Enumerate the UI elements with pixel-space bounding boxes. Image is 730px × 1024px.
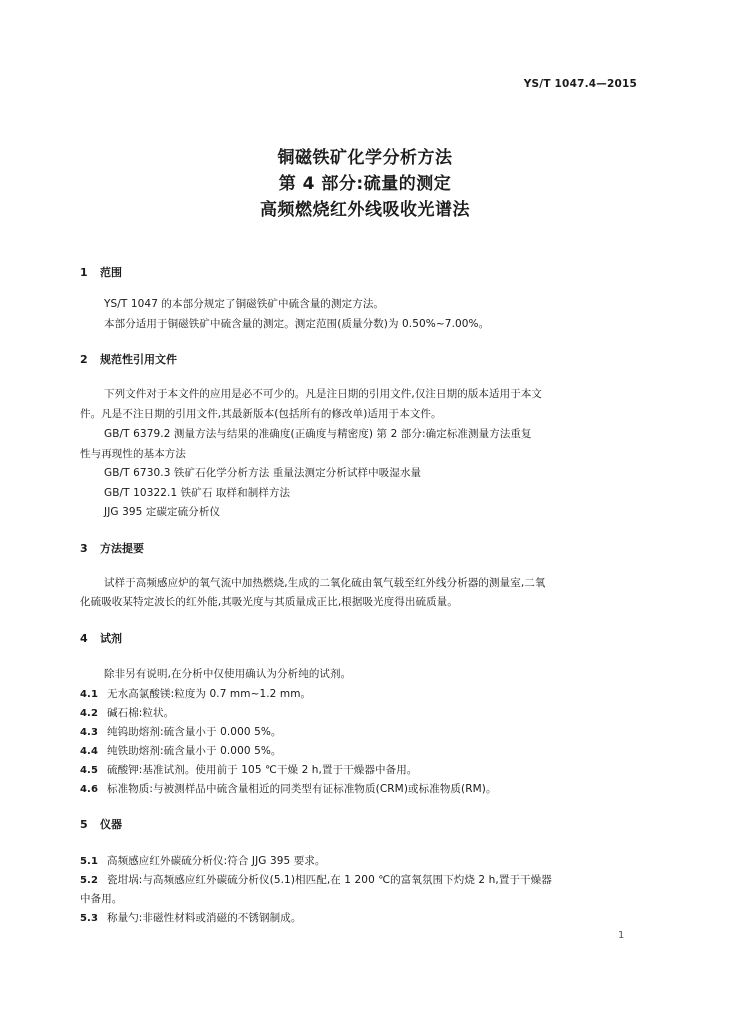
page-number: 1: [618, 930, 625, 941]
section-5-heading: [80, 816, 122, 832]
section-2-heading: [80, 351, 177, 367]
list-item: [80, 724, 282, 739]
item-number: 4.3: [80, 727, 99, 738]
section-2-para-line-2: 件。凡是不注日期的引用文件,其最新版本(包括所有的修改单)适用于本文件。: [80, 408, 442, 420]
section-4-intro: 除非另有说明,在分析中仅使用确认为分析纯的试剂。: [104, 668, 352, 680]
title-line-2: 第 4 部分:硫量的测定: [278, 174, 452, 194]
item-number: 4.2: [80, 708, 99, 719]
section-3-heading: [80, 540, 144, 556]
section-4-number: 4: [80, 632, 88, 645]
section-1-title: 范围: [100, 266, 122, 279]
reference-1-line-2: 性与再现性的基本方法: [80, 448, 186, 460]
item-number: 5.1: [80, 856, 99, 867]
section-3-line-2: 化硫吸收某特定波长的红外能,其吸光度与其质量成正比,根据吸光度得出硫质量。: [80, 596, 458, 608]
list-item: [80, 853, 326, 868]
section-2-title: 规范性引用文件: [100, 353, 177, 366]
reference-2: GB/T 6730.3 铁矿石化学分析方法 重量法测定分析试样中吸湿水量: [104, 467, 422, 479]
item-number: 5.3: [80, 913, 99, 924]
list-item: [80, 762, 417, 777]
item-number: 4.1: [80, 689, 99, 700]
list-item: [80, 705, 174, 720]
section-1-para-2: 本部分适用于铜磁铁矿中硫含量的测定。测定范围(质量分数)为 0.50%~7.00%。: [104, 318, 490, 330]
item-number: 5.2: [80, 875, 99, 886]
reference-1-line-1: GB/T 6379.2 测量方法与结果的准确度(正确度与精密度) 第 2 部分:确定标准测量方法重复: [104, 428, 532, 440]
item-text: 标准物质:与被测样品中硫含量相近的同类型有证标准物质(CRM)或标准物质(RM)。: [107, 783, 497, 795]
section-3-number: 3: [80, 542, 88, 555]
item-text: 称量勺:非磁性材料或消磁的不锈钢制成。: [107, 912, 302, 924]
title-line-3: 高频燃烧红外线吸收光谱法: [260, 200, 470, 220]
standard-number: YS/T 1047.4—2015: [523, 78, 637, 90]
item-text: 纯钨助熔剂:硫含量小于 0.000 5%。: [107, 726, 282, 738]
section-1-para-1: YS/T 1047 的本部分规定了铜磁铁矿中硫含量的测定方法。: [104, 298, 385, 310]
list-item: [80, 910, 301, 925]
item-text: 无水高氯酸镁:粒度为 0.7 mm~1.2 mm。: [107, 688, 312, 700]
section-4-heading: [80, 630, 122, 646]
item-text: 纯铁助熔剂:硫含量小于 0.000 5%。: [107, 745, 282, 757]
section-4-title: 试剂: [100, 632, 122, 645]
item-number: 4.6: [80, 784, 99, 795]
section-5-title: 仪器: [100, 818, 122, 831]
title-line-1: 铜磁铁矿化学分析方法: [277, 148, 453, 168]
section-1-number: 1: [80, 266, 88, 279]
section-5-number: 5: [80, 818, 88, 831]
item-text: 硫酸钾:基准试剂。使用前于 105 ℃干燥 2 h,置于干燥器中备用。: [107, 764, 418, 776]
list-item: [80, 743, 282, 758]
item-text: 碱石棉:粒状。: [107, 707, 175, 719]
section-2-number: 2: [80, 353, 88, 366]
item-number: 4.5: [80, 765, 99, 776]
section-3-line-1: 试样于高频感应炉的氧气流中加热燃烧,生成的二氧化硫由氧气载至红外线分析器的测量室,二氧: [104, 577, 546, 589]
item-text: 瓷坩埚:与高频感应红外碳硫分析仪(5.1)相匹配,在 1 200 ℃的富氧氛围下灼烧 2 h,置于干燥器: [107, 874, 552, 886]
item-number: 4.4: [80, 746, 99, 757]
section-2-para-line-1: 下列文件对于本文件的应用是必不可少的。凡是注日期的引用文件,仅注日期的版本适用于本文: [104, 388, 543, 400]
list-item: [80, 781, 497, 796]
reference-4: JJG 395 定碳定硫分析仪: [104, 506, 221, 518]
list-item: [80, 872, 552, 887]
item-text-continuation: 中备用。: [80, 893, 123, 905]
section-1-heading: [80, 264, 122, 280]
item-text: 高频感应红外碳硫分析仪:符合 JJG 395 要求。: [107, 855, 326, 867]
reference-3: GB/T 10322.1 铁矿石 取样和制样方法: [104, 487, 291, 499]
section-3-title: 方法提要: [100, 542, 144, 555]
list-item: [80, 686, 311, 701]
